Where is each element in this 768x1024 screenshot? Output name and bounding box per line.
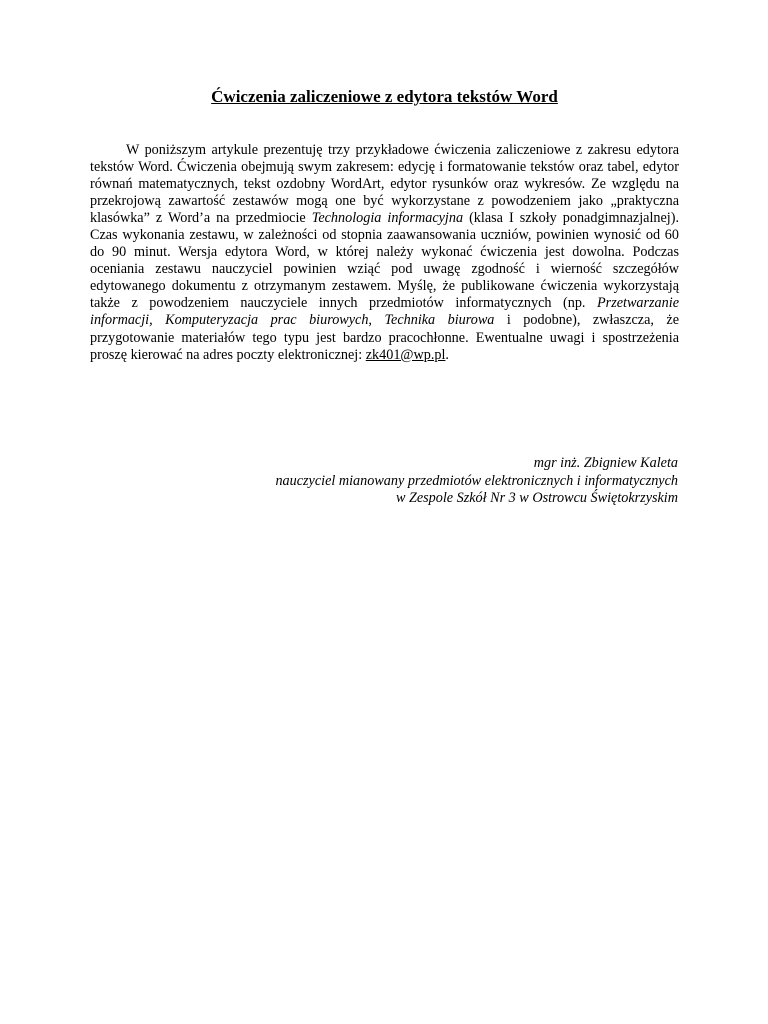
paragraph-text-2: (klasa I szkoły ponadgimnazjalnej). Czas wykonania zestawu, w zależności od stopnia zaawansowania uczniów, powinien wynosić od 60 do 90 minut. Wersja edytora Word, w której należy wykonać ćwiczenia jest dowolna. Podczas oceniania zestawu nauczyciel powinien wziąć pod uwagę zgodność i wierność szczegółów edytowanego dokumentu z otrzymanym zestawem. Myślę, że publikowane ćwiczenia wykorzystają także z powodzeniem nauczyciele innych przedmiotów informatycznych (np. [90,210,679,312]
author-school: w Zespole Szkół Nr 3 w Ostrowcu Świętokrzyskim [395,490,678,506]
intro-paragraph [90,142,679,364]
paragraph-text-3: i podobne), zwłaszcza, że przygotowanie materiałów tego typu jest bardzo pracochłonne. Ewentualne uwagi i spostrzeżenia proszę kierować na adres poczty elektronicznej: [90,312,679,363]
paragraph-end: . [445,346,449,363]
email-link[interactable]: zk401@wp.pl [365,346,446,363]
paragraph-text-1: W poniższym artykule prezentuję trzy przykładowe ćwiczenia zaliczeniowe z zakresu edytora tekstów Word. Ćwiczenia obejmują swym zakresem: edycję i formatowanie tekstów oraz tabel, edytor równań matematycznych, tekst ozdobny WordArt, edytor rysunków oraz wykresów. Ze względu na przekrojową zawartość zestawów mogą one być wykorzystane z powodzeniem jako „praktyczna klasówka” z Word’a na przedmiocie [90,142,679,227]
subject-name-italic: Technologia informacyjna [311,210,464,227]
document-title: Ćwiczenia zaliczeniowe z edytora tekstów Word [211,87,558,106]
author-name: mgr inż. Zbigniew Kaleta [533,455,678,471]
signature-block [200,455,678,508]
subject-examples-italic: Przetwarzanie informacji, Komputeryzacja prac biurowych, Technika biurowa [90,295,679,329]
author-title: nauczyciel mianowany przedmiotów elektronicznych i informatycznych [275,472,678,489]
